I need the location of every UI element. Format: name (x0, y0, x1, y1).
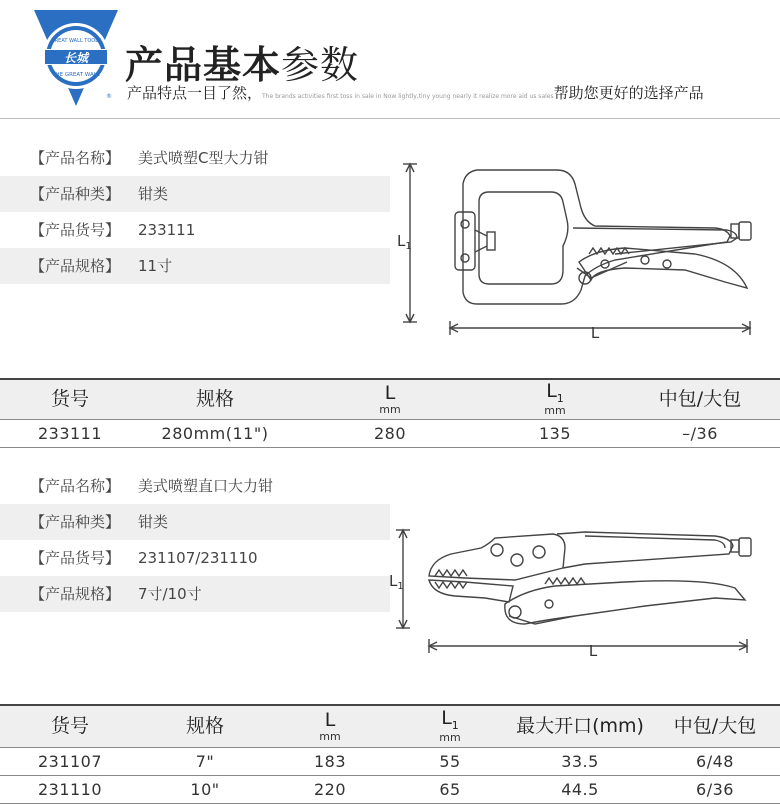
col-header-length: L mm (270, 705, 390, 747)
height-dimension-label: $L_1$ (389, 572, 404, 592)
header-divider (0, 118, 780, 119)
length-dimension-label: L (590, 324, 600, 342)
col-header-spec: 规格 (140, 705, 270, 747)
product2-spec-table (0, 704, 780, 804)
page-header (0, 0, 780, 115)
table-header-row (0, 705, 780, 747)
length-dimension-label: L (588, 642, 598, 660)
logo-brand-text: 长城 (63, 51, 89, 65)
c-clamp-pliers-drawing (395, 150, 765, 350)
great-wall-logo-icon (32, 8, 120, 108)
product2-size-row: 【产品规格】 7寸/10寸 (0, 576, 390, 612)
height-dimension-label: $L_1$ (397, 232, 412, 252)
logo-english-text: THE GREAT WALL (52, 72, 100, 78)
col-header-code: 货号 (0, 379, 140, 419)
svg-text:®: ® (106, 93, 112, 100)
product2-code-row: 【产品货号】 231107/231110 (30, 549, 258, 567)
page-subtitle: 产品特点一目了然，The brands activities first toss in sale in Now lightly,tiny young nearly it realize more aid us sales帮助您更好的选择产品 (127, 84, 704, 102)
product1-spec-table (0, 378, 780, 448)
product1-info (0, 140, 390, 284)
straight-jaw-pliers-drawing (385, 520, 765, 670)
logo-top-text: GREAT WALL TOOLS (50, 38, 102, 44)
col-header-code: 货号 (0, 705, 140, 747)
table-row: 231107 7" 183 55 33.5 6/48 (0, 747, 780, 775)
product1-name-row: 【产品名称】 美式喷塑C型大力钳 (30, 149, 269, 167)
product2-name-row: 【产品名称】 美式喷塑直口大力钳 (30, 477, 274, 495)
col-header-height: $L_1$ mm (390, 705, 510, 747)
col-header-height: $L_1$ mm (490, 379, 620, 419)
product1-code-row: 【产品货号】 233111 (30, 221, 196, 239)
table-row: 231110 10" 220 65 44.5 6/36 (0, 775, 780, 803)
col-header-spec: 规格 (140, 379, 290, 419)
product1-size-row: 【产品规格】 11寸 (0, 248, 390, 284)
col-header-length: L mm (290, 379, 490, 419)
col-header-pack: 中包/大包 (620, 379, 780, 419)
table-row: 233111 280mm(11") 280 135 –/36 (0, 419, 780, 447)
table-header-row (0, 379, 780, 419)
product1-type-row: 【产品种类】 钳类 (0, 176, 390, 212)
product2-type-row: 【产品种类】 钳类 (0, 504, 390, 540)
page-title: 产品基本参数 (125, 43, 360, 87)
col-header-max-opening: 最大开口(mm) (510, 705, 650, 747)
product2-info (0, 468, 390, 612)
col-header-pack: 中包/大包 (650, 705, 780, 747)
